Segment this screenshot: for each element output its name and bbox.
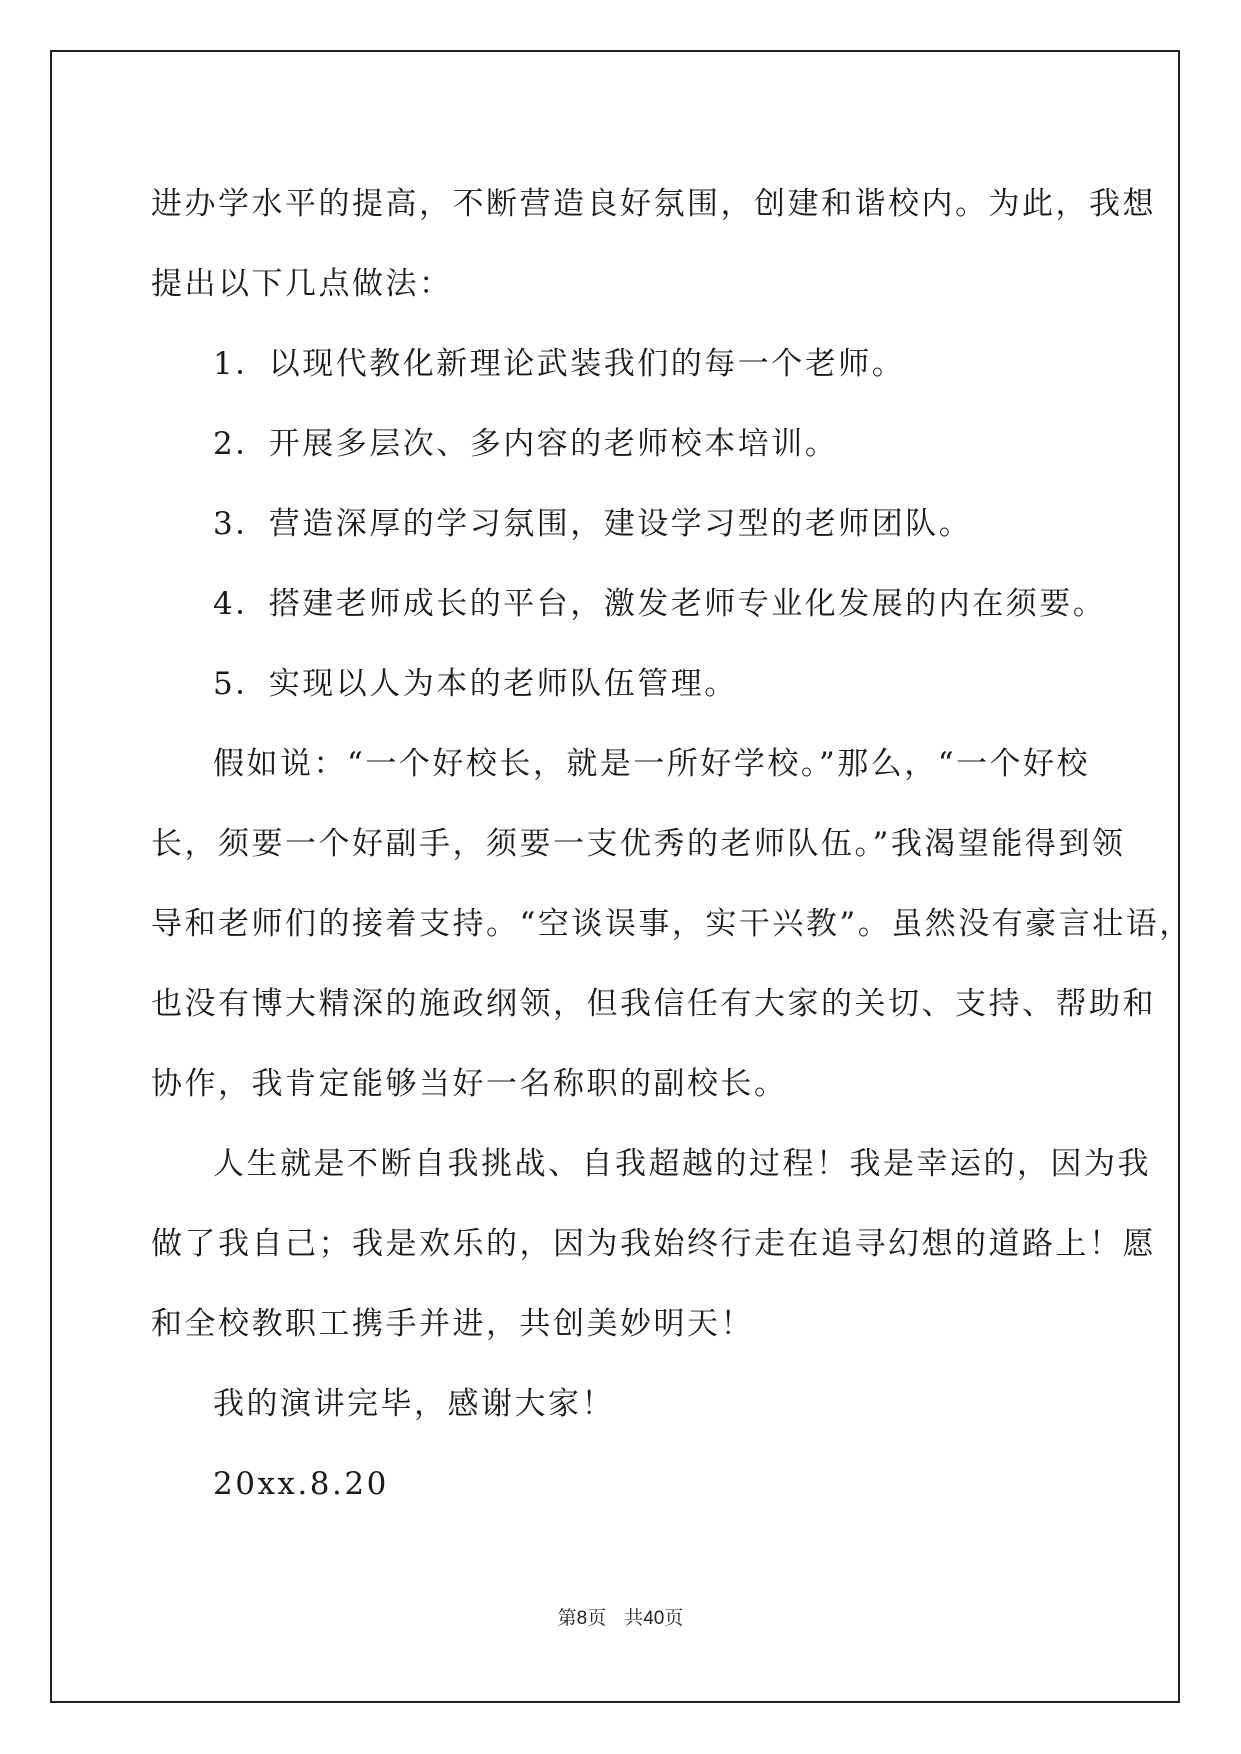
text-line: 进办学水平的提高，不断营造良好氛围，创建和谐校内。为此，我想	[151, 186, 1156, 222]
text-line: 长，须要一个好副手，须要一支优秀的老师队伍。”我渴望能得到领	[151, 826, 1126, 862]
text-line: 做了我自己；我是欢乐的，因为我始终行走在追寻幻想的道路上！愿	[151, 1226, 1156, 1262]
closing-line: 我的演讲完毕，感谢大家！	[213, 1386, 615, 1422]
page-suffix: 页	[587, 1607, 607, 1629]
list-item: 4．搭建老师成长的平台，激发老师专业化发展的内在须要。	[213, 586, 1107, 622]
list-item: 3．营造深厚的学习氛围，建设学习型的老师团队。	[213, 506, 973, 542]
list-item: 2．开展多层次、多内容的老师校本培训。	[213, 426, 839, 462]
page-prefix: 第	[557, 1607, 577, 1629]
page-footer	[0, 1606, 1241, 1631]
text-line: 假如说：“一个好校长，就是一所好学校。”那么，“一个好校	[213, 746, 1091, 782]
document-body	[151, 164, 1193, 1524]
text-line: 协作，我肯定能够当好一名称职的副校长。	[151, 1066, 788, 1102]
text-line: 人生就是不断自我挑战、自我超越的过程！我是幸运的，因为我	[213, 1146, 1151, 1182]
date-line: 20xx.8.20	[213, 1466, 389, 1502]
text-line: 导和老师们的接着支持。“空谈误事，实干兴教”。虽然没有豪言壮语，	[151, 906, 1193, 942]
list-item: 5．实现以人为本的老师队伍管理。	[213, 666, 738, 702]
text-line: 提出以下几点做法：	[151, 266, 453, 302]
text-line: 和全校教职工携手并进，共创美妙明天！	[151, 1306, 754, 1342]
list-item: 1．以现代教化新理论武装我们的每一个老师。	[213, 346, 906, 382]
text-line: 也没有博大精深的施政纲领，但我信任有大家的关切、支持、帮助和	[151, 986, 1156, 1022]
total-pages: 40	[643, 1608, 665, 1629]
page-number: 8	[576, 1608, 588, 1629]
total-suffix: 页	[664, 1607, 684, 1629]
total-prefix: 共	[624, 1607, 644, 1629]
